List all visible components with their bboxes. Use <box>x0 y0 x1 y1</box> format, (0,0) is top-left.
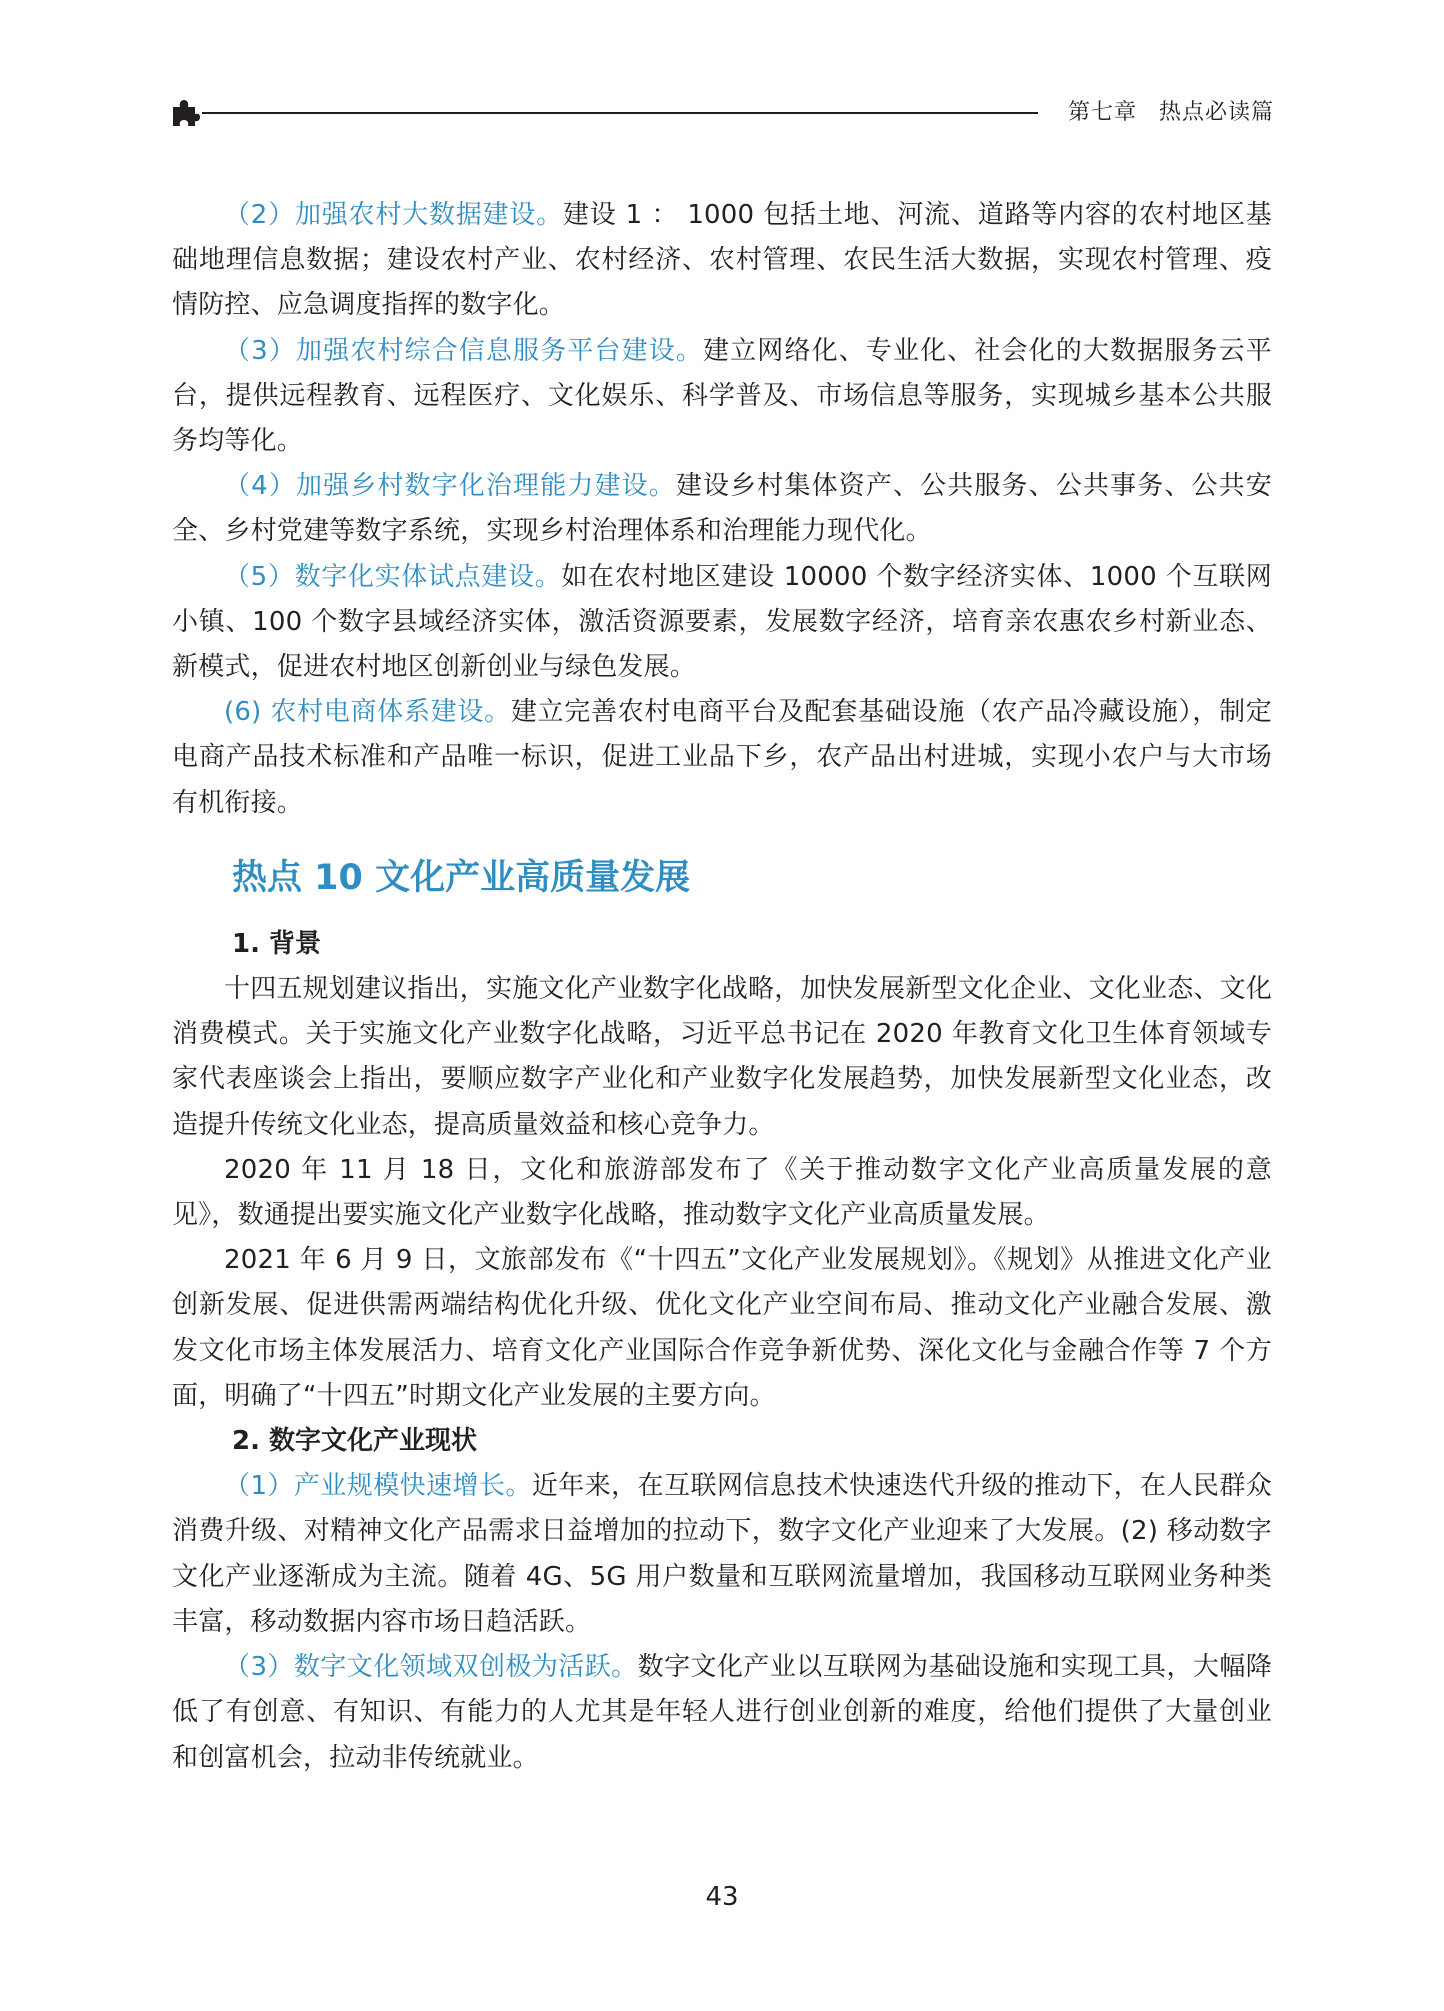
paragraph-lead: （1）产业规模快速增长。 <box>224 1471 532 1502</box>
paragraph-text: 2021 年 6 月 9 日，文旅部发布《“十四五”文化产业发展规划》。《规划》从推进文化产业创新发展、促进供需两端结构优化升级、优化文化产业空间布局、推动文化产业融合发展、激发文化市场主体发展活力、培育文化产业国际合作竞争新优势、深化文化与金融合作等 7 个方面，明确了“十四五”时期文化产业发展的主要方向。 <box>172 1245 1272 1411</box>
page-number: 43 <box>705 1882 739 1912</box>
paragraph-text: 近年来，在互联网信息技术快速迭代升级的推动下，在人民群众消费升级、对精神文化产品需求日益增加的拉动下，数字文化产业迎来了大发展。(2) 移动数字文化产业逐渐成为主流。随着 4G、5G 用户数量和互联网流量增加，我国移动互联网业务种类丰富，移动数据内容市场日趋活跃。 <box>172 1471 1272 1637</box>
section-heading: 热点 10 文化产业高质量发展 <box>232 857 691 898</box>
paragraph-text: 建立完善农村电商平台及配套基础设施（农产品冷藏设施），制定电商产品技术标准和产品唯一标识，促进工业品下乡，农产品出村进城，实现小农户与大市场有机衔接。 <box>172 697 1272 818</box>
section-label: 热点必读篇 <box>1158 100 1274 125</box>
paragraph-text: 2020 年 11 月 18 日，文化和旅游部发布了《关于推动数字文化产业高质量发展的意见》，数通提出要实施文化产业数字化战略，推动数字文化产业高质量发展。 <box>172 1154 1272 1231</box>
paragraph-lead: （5）数字化实体试点建设。 <box>224 561 562 592</box>
paragraph <box>172 1464 1272 1645</box>
puzzle-piece-icon <box>170 98 200 128</box>
paragraph-lead: (6) 农村电商体系建设。 <box>224 697 511 728</box>
paragraph-text: 建设乡村集体资产、公共服务、公共事务、公共安全、乡村党建等数字系统，实现乡村治理体系和治理能力现代化。 <box>172 471 1272 547</box>
header-rule <box>202 112 1038 114</box>
paragraph <box>172 329 1272 465</box>
paragraph-text: 如在农村地区建设 10000 个数字经济实体、1000 个互联网小镇、100 个数字县域经济实体，激活资源要素，发展数字经济，培育亲农惠农乡村新业态、新模式，促进农村地区创新创业与绿色发展。 <box>172 561 1272 683</box>
paragraph-text: 建立网络化、专业化、社会化的大数据服务云平台，提供远程教育、远程医疗、文化娱乐、科学普及、市场信息等服务，实现城乡基本公共服务均等化。 <box>172 335 1272 457</box>
paragraph <box>172 1238 1272 1419</box>
paragraph-text: 建设 1 ： 1000 包括土地、河流、道路等内容的农村地区基础地理信息数据；建设农村产业、农村经济、农村管理、农民生活大数据，实现农村管理、疫情防控、应急调度指挥的数字化。 <box>172 200 1272 321</box>
body-text <box>172 193 1272 1781</box>
subsection-heading: 2. 数字文化产业现状 <box>232 1426 478 1457</box>
paragraph-text: 数字文化产业以互联网为基础设施和实现工具，大幅降低了有创意、有知识、有能力的人尤其是年轻人进行创业创新的难度，给他们提供了大量创业和创富机会，拉动非传统就业。 <box>172 1652 1272 1773</box>
paragraph <box>172 690 1272 826</box>
paragraph-lead: （4）加强乡村数字化治理能力建设。 <box>224 471 676 502</box>
paragraph-lead: （2）加强农村大数据建设。 <box>224 200 563 230</box>
paragraph <box>172 464 1272 554</box>
running-title <box>1068 98 1274 128</box>
paragraph <box>172 1645 1272 1781</box>
paragraph <box>172 1148 1272 1238</box>
paragraph-lead: （3）加强农村综合信息服务平台建设。 <box>224 335 704 366</box>
paragraph <box>172 967 1272 1148</box>
running-header <box>170 96 1274 130</box>
paragraph <box>172 193 1272 329</box>
subsection-heading: 1. 背景 <box>232 928 322 959</box>
paragraph-lead: （3）数字文化领域双创极为活跃。 <box>224 1652 638 1683</box>
paragraph <box>172 555 1272 691</box>
paragraph-text: 十四五规划建议指出，实施文化产业数字化战略，加快发展新型文化企业、文化业态、文化消费模式。关于实施文化产业数字化战略，习近平总书记在 2020 年教育文化卫生体育领域专家代表座谈会上指出，要顺应数字产业化和产业数字化发展趋势，加快发展新型文化业态，改造提升传统文化业态，提高质量效益和核心竞争力。 <box>172 974 1273 1140</box>
chapter-label: 第七章 <box>1067 100 1137 125</box>
